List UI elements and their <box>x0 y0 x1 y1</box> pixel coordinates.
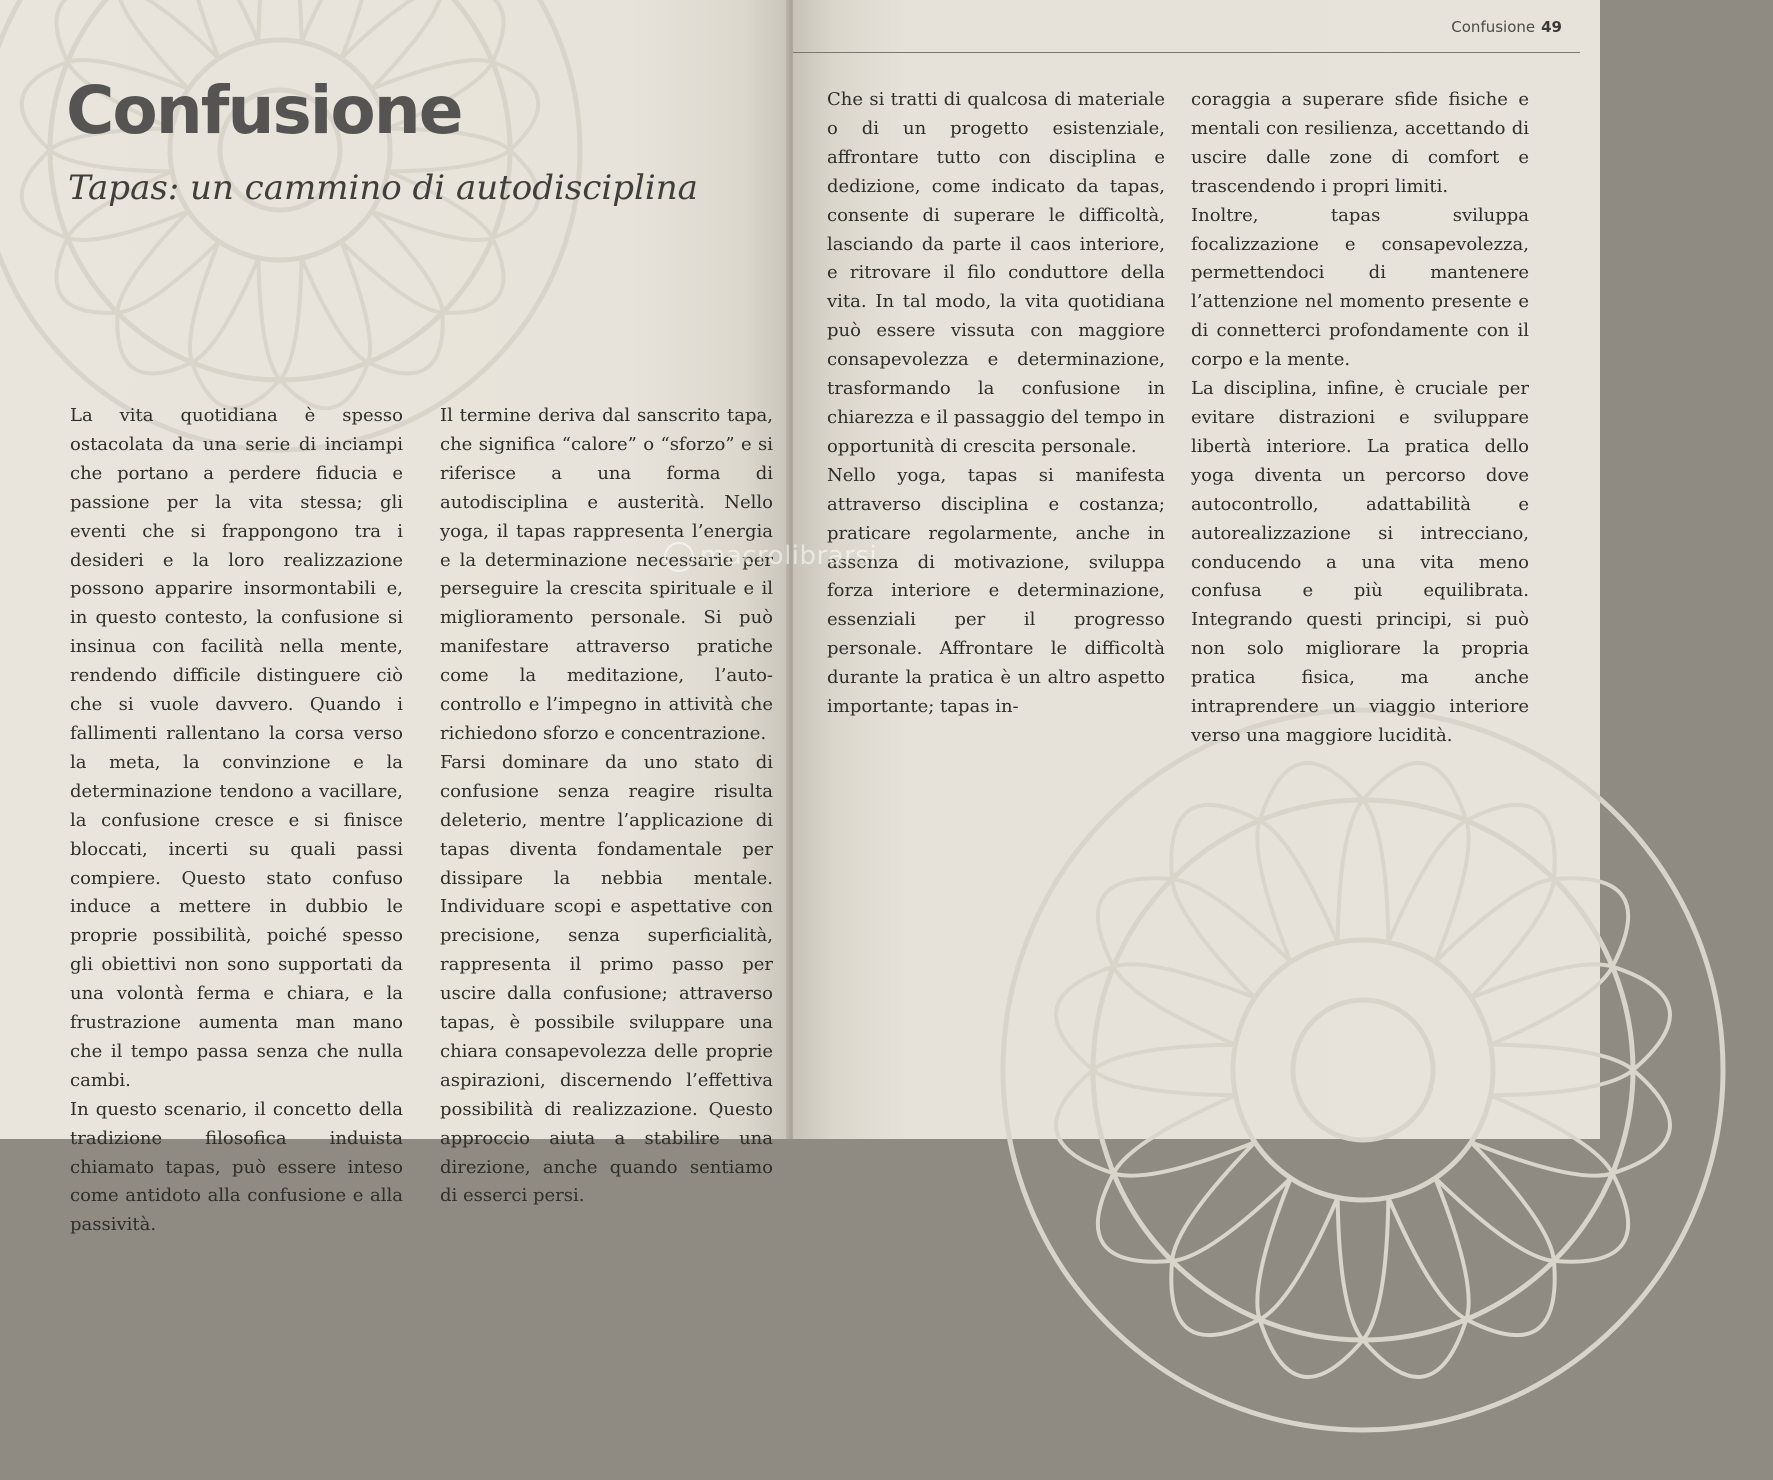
mandala-petal <box>1114 964 1255 1044</box>
mandala-arc <box>1056 967 1114 1070</box>
paragraph: Il termine deriva dal sanscrito tapa, che significa “calore” o “sforzo” e si riferisce a una forma di autodisciplina e austerità. Nello yoga, il tapas rappresenta l’energia e la determinazione necessarie per perseguire la crescita spirituale e il miglioramento personale. Si può manifestare attraverso pratiche come la meditazione, l’auto-controllo e l’impegno in attività che richiedono sforzo e concentrazione. <box>440 405 773 744</box>
mandala-arc <box>1260 763 1363 821</box>
mandala-petal <box>1388 1178 1468 1319</box>
paragraph: La vita quotidiana è spesso ostacolata da una serie di inciampi che portano a perdere fiducia e passione per la vita stessa; gli eventi che si frappongono tra i desideri e la loro realizzazione possono apparire insormontabili e, in questo contesto, la confusione si insinua con facilità nella mente, rendendo difficile distinguere ciò che si vuole davvero. Quando i fallimenti rallentano la corsa verso la meta, la convinzione e la determinazione tendono a vacillare, la confusione cresce e si finisce bloccati, incerti su quali passi compiere. Questo stato confuso induce a mettere in dubbio le proprie possibilità, poiché spesso gli obiettivi non sono supportati da una volontà ferma e chiara, e la frustrazione aumenta man mano che il tempo passa senza che nulla cambi. <box>70 405 403 1091</box>
running-head <box>1451 18 1562 36</box>
mandala-petal <box>301 241 370 362</box>
mandala-arc <box>22 62 68 150</box>
mandala-petal <box>1435 1142 1554 1261</box>
mandala-petal <box>301 0 370 59</box>
chapter-subtitle: Tapas: un cammino di autodisciplina <box>68 168 698 208</box>
mandala-arc <box>443 238 504 313</box>
mandala-petal <box>1491 1045 1633 1096</box>
left-column-2 <box>440 402 773 1211</box>
mandala-arc <box>1171 1261 1259 1335</box>
mandala-bottom-icon <box>953 660 1773 1480</box>
mandala-petal <box>259 0 302 42</box>
watermark <box>664 541 877 572</box>
mandala-arc <box>1363 1319 1466 1377</box>
mandala-petal <box>1172 879 1291 998</box>
mandala-arc <box>1466 805 1554 879</box>
paragraph: La disciplina, infine, è cruciale per evitare distrazioni e sviluppare libertà interiore. La pratica dello yoga diventa un percorso dove autocontrollo, adattabilità e autorealizzazione si intrecciano, conducendo a una vita meno confusa e più equilibrata. Integrando questi principi, si può non solo migliorare la propria pratica fisica, ma anche intraprendere un viaggio interiore verso una maggiore lucidità. <box>1191 378 1529 746</box>
mandala-arc <box>368 313 443 374</box>
paragraph: coraggia a superare sfide fisiche e mentali con resilienza, accettando di uscire dalle zone di comfort e trascendendo i propri limiti. <box>1191 89 1529 197</box>
watermark-logo-icon <box>664 542 694 572</box>
mandala-arc <box>56 0 117 62</box>
mandala-petal <box>190 241 259 362</box>
mandala-petal <box>1471 964 1612 1044</box>
mandala-arc <box>22 150 68 238</box>
paragraph: Nello yoga, tapas si manifesta attraverso disciplina e costanza; praticare regolarmente, anche in assenza di motivazione, sviluppa forza interiore e determinazione, essenziali per il progresso personale. Affrontare le difficoltà durante la pratica è un altro aspetto importante; tapas in- <box>827 464 1165 718</box>
mandala-arc <box>443 0 504 62</box>
mandala-arc <box>1098 878 1172 966</box>
mandala-petal <box>1471 1095 1612 1175</box>
mandala-arc <box>1171 805 1259 879</box>
paragraph: Farsi dominare da uno stato di confusione senza reagire risulta deleterio, mentre l’applicazione di tapas diventa fondamentale per dissipare la nebbia mentale. Individuare scopi e aspettative con precisione, senza superficialità, rappresenta il primo passo per uscire dalla confusione; attraverso tapas, è possibile sviluppare una chiara consapevolezza delle proprie aspirazioni, discernendo l’effettiva possibilità di realizzazione. Questo approccio aiuta a stabilire una direzione, anche quando sentiamo di esserci persi. <box>440 751 773 1207</box>
header-rule <box>793 52 1580 53</box>
mandala-petal <box>1338 1198 1389 1340</box>
mandala-petal <box>1172 1142 1291 1261</box>
mandala-petal <box>1257 1178 1337 1319</box>
mandala-arc <box>1363 763 1466 821</box>
mandala-arc <box>492 62 538 150</box>
mandala-arc <box>1098 1173 1172 1261</box>
mandala-petal <box>1338 800 1389 942</box>
mandala-petal <box>1435 879 1554 998</box>
paragraph: In questo scenario, il concetto della tradizione filosofica induista chiamato tapas, può essere inteso come antidoto alla confusione e alla passività. <box>70 1098 403 1236</box>
mandala-arc <box>1466 1261 1554 1335</box>
mandala-arc <box>1554 878 1628 966</box>
page-number: 49 <box>1541 18 1562 36</box>
chapter-title: Confusione <box>66 72 462 149</box>
mandala-arc <box>1056 1070 1114 1173</box>
mandala-arc <box>1612 1070 1670 1173</box>
left-column-1 <box>70 402 403 1240</box>
right-column-1 <box>827 86 1165 722</box>
watermark-text: macrolibrarsi <box>700 541 878 571</box>
right-column-2 <box>1191 86 1529 751</box>
mandala-arc <box>117 313 192 374</box>
mandala-arc <box>1260 1319 1363 1377</box>
mandala-arc <box>1554 1173 1628 1261</box>
mandala-petal <box>259 258 302 380</box>
paragraph: Che si tratti di qualcosa di materiale o di un progetto esistenziale, affrontare tutto con disciplina e dedizione, come indicato da tapas, consente di superare le difficoltà, lasciando da parte il caos interiore, e ritrovare il filo conduttore della vita. In tal modo, la vita quotidiana può essere vissuta con maggiore consapevolezza e determinazione, trasformando la confusione in chiarezza e il passaggio del tempo in opportunità di crescita personale. <box>827 89 1165 457</box>
mandala-petal <box>1114 1095 1255 1175</box>
mandala-petal <box>1388 821 1468 962</box>
paragraph: Inoltre, tapas sviluppa focalizzazione e consapevolezza, permettendoci di mantenere l’attenzione nel momento presente e di connetterci profondamente con il corpo e la mente. <box>1191 204 1529 371</box>
mandala-petal <box>190 0 259 59</box>
right-page <box>793 0 1600 1139</box>
mandala-petal <box>341 211 443 313</box>
mandala-petal <box>1093 1045 1235 1096</box>
mandala-petal <box>1257 821 1337 962</box>
mandala-arc <box>1612 967 1670 1070</box>
mandala-petal <box>117 211 219 313</box>
mandala-arc <box>56 238 117 313</box>
running-title: Confusione <box>1451 18 1536 36</box>
